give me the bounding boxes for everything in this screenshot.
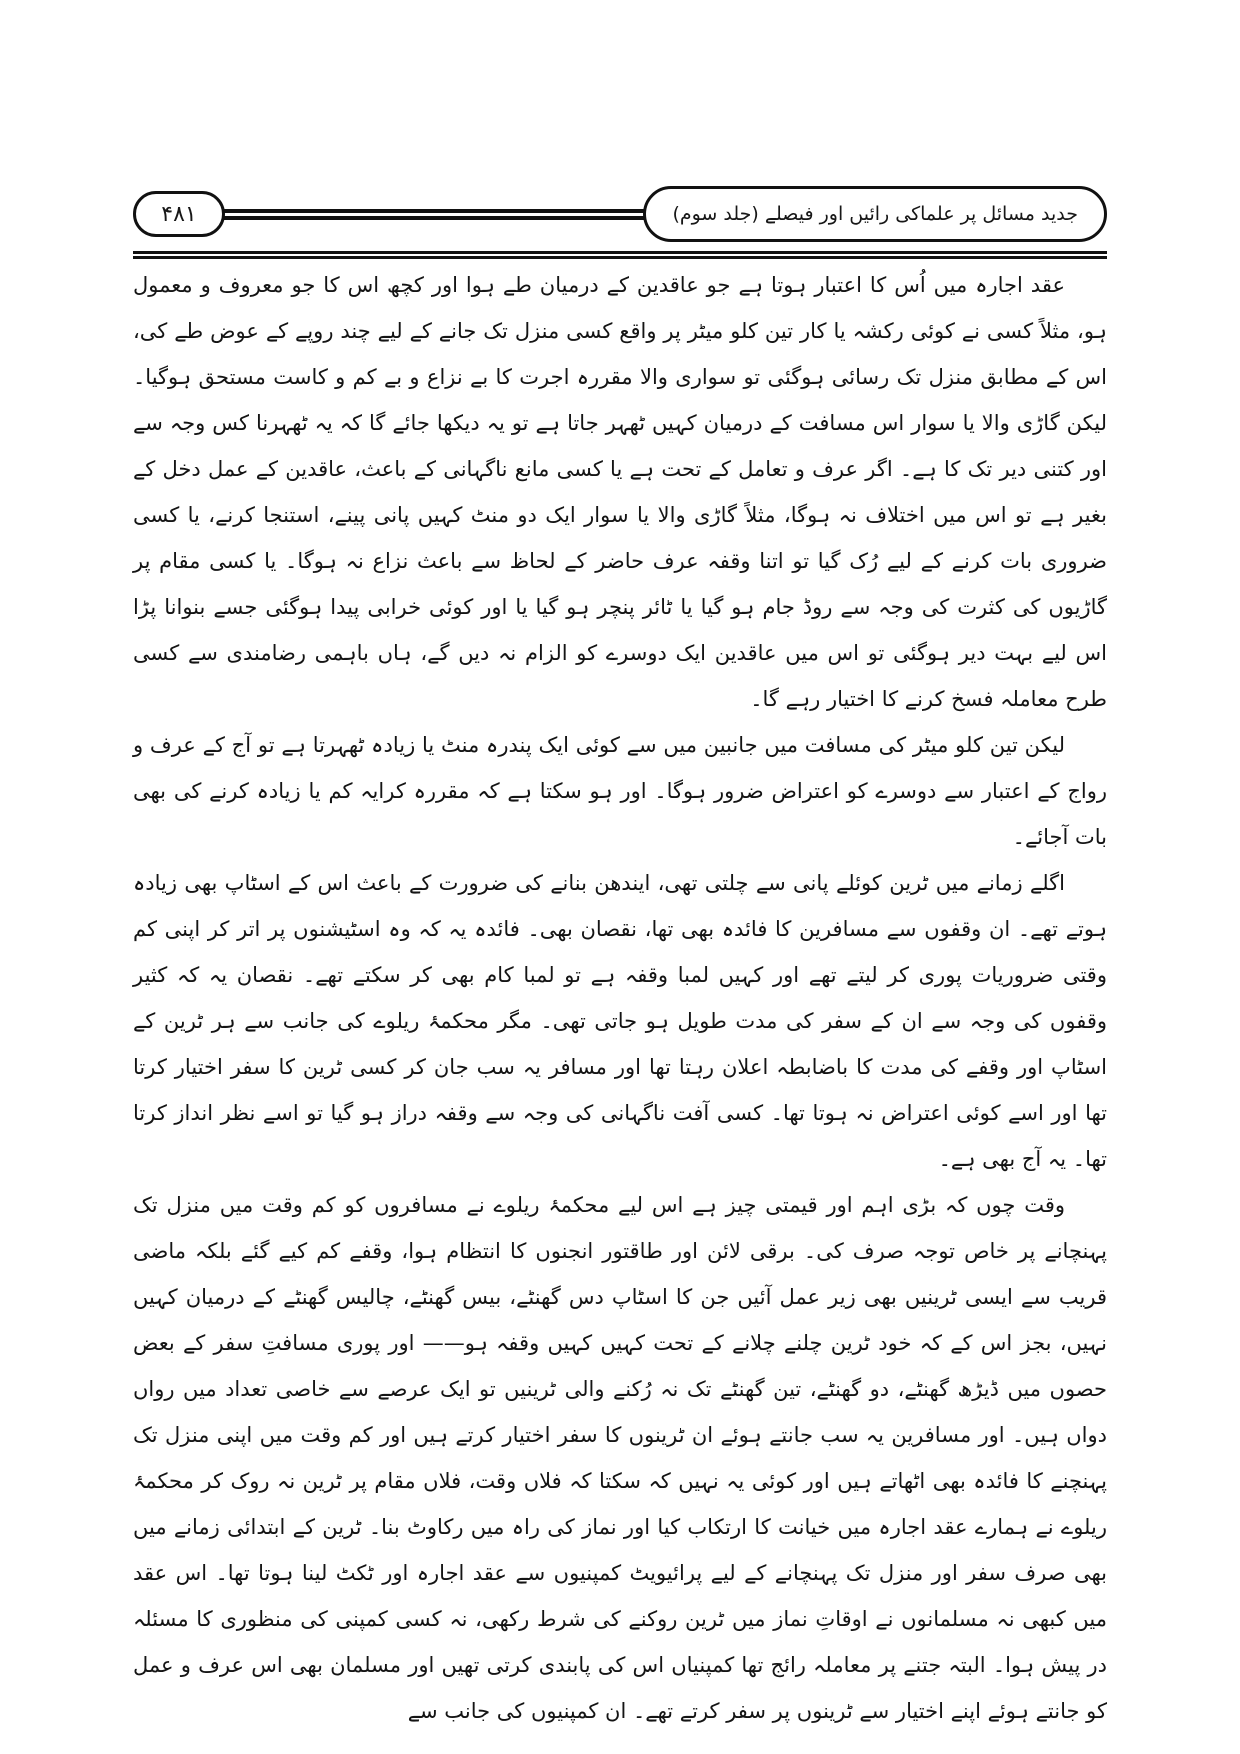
- page-body-text: [133, 262, 1107, 1734]
- page-number: ۴۸۱: [161, 201, 197, 227]
- header-row: [133, 186, 1107, 242]
- body-paragraph: اگلے زمانے میں ٹرین کوئلے پانی سے چلتی تھی، ایندھن بنانے کی ضرورت کے باعث اس کے اسٹاپ بھی زیادہ ہوتے تھے۔ ان وقفوں سے مسافرین کا فائدہ بھی تھا، نقصان بھی۔ فائدہ یہ کہ وہ اسٹیشنوں پر اتر کر اپنی کم وقتی ضروریات پوری کر لیتے تھے اور کہیں لمبا وقفہ ہے تو لمبا کام بھی کر سکتے تھے۔ نقصان یہ کہ کثیر وقفوں کی وجہ سے ان کے سفر کی مدت طویل ہو جاتی تھی۔ مگر محکمۂ ریلوے کی جانب سے ہر ٹرین کے اسٹاپ اور وقفے کی مدت کا باضابطہ اعلان رہتا تھا اور مسافر یہ سب جان کر کسی ٹرین کا سفر اختیار کرتا تھا اور اسے کوئی اعتراض نہ ہوتا تھا۔ کسی آفت ناگہانی کی وجہ سے وقفہ دراز ہو گیا تو اسے نظر انداز کرتا تھا۔ یہ آج بھی ہے۔: [133, 871, 1107, 1171]
- body-paragraph: لیکن تین کلو میٹر کی مسافت میں جانبین میں سے کوئی ایک پندرہ منٹ یا زیادہ ٹھہرتا ہے تو آج کے عرف و رواج کے اعتبار سے دوسرے کو اعتراض ضرور ہوگا۔ اور ہو سکتا ہے کہ مقررہ کرایہ کم یا زیادہ کرنے کی بھی بات آجائے۔: [133, 733, 1107, 849]
- body-paragraph: وقت چوں کہ بڑی اہم اور قیمتی چیز ہے اس لیے محکمۂ ریلوے نے مسافروں کو کم وقت میں منزل تک پہنچانے پر خاص توجہ صرف کی۔ برقی لائن اور طاقتور انجنوں کا انتظام ہوا، وقفے کم کیے گئے بلکہ ماضی قریب سے ایسی ٹرینیں بھی زیر عمل آئیں جن کا اسٹاپ دس گھنٹے، بیس گھنٹے، چالیس گھنٹے کے درمیان کہیں نہیں، بجز اس کے کہ خود ٹرین چلنے چلانے کے تحت کہیں کہیں وقفہ ہو—— اور پوری مسافتِ سفر کے بعض حصوں میں ڈیڑھ گھنٹے، دو گھنٹے، تین گھنٹے تک نہ رُکنے والی ٹرینیں تو ایک عرصے سے خاصی تعداد میں رواں دواں ہیں۔ اور مسافرین یہ سب جانتے ہوئے ان ٹرینوں کا سفر اختیار کرتے ہیں اور کم وقت میں اپنی منزل تک پہنچنے کا فائدہ بھی اٹھاتے ہیں اور کوئی یہ نہیں کہ سکتا کہ فلاں وقت، فلاں مقام پر ٹرین نہ روک کر محکمۂ ریلوے نے ہمارے عقد اجارہ میں خیانت کا ارتکاب کیا اور نماز کی راہ میں رکاوٹ بنا۔ ٹرین کے ابتدائی زمانے میں بھی صرف سفر اور منزل تک پہنچانے کے لیے پرائیویٹ کمپنیوں سے عقد اجارہ اور ٹکٹ لینا ہوتا تھا۔ اس عقد میں کبھی نہ مسلمانوں نے اوقاتِ نماز میں ٹرین روکنے کی شرط رکھی، نہ کسی کمپنی کی منظوری کا مسئلہ در پیش ہوا۔ البتہ جتنے پر معاملہ رائج تھا کمپنیاں اس کی پابندی کرتی تھیں اور مسلمان بھی اس عرف و عمل کو جانتے ہوئے اپنے اختیار سے ٹرینوں پر سفر کرتے تھے۔ ان کمپنیوں کی جانب سے: [133, 1193, 1107, 1723]
- book-title: جدید مسائل پر علماکی رائیں اور فیصلے (جلد سوم): [672, 203, 1078, 225]
- header-connector-rule: [221, 209, 647, 220]
- page-number-badge: [133, 191, 225, 237]
- header-divider-rule: [133, 251, 1107, 259]
- body-paragraph: عقد اجارہ میں اُس کا اعتبار ہوتا ہے جو عاقدین کے درمیان طے ہوا اور کچھ اس کا جو معروف و معمول ہو، مثلاً کسی نے کوئی رکشہ یا کار تین کلو میٹر پر واقع کسی منزل تک جانے کے لیے چند روپے کے عوض طے کی، اس کے مطابق منزل تک رسائی ہوگئی تو سواری والا مقررہ اجرت کا بے نزاع و بے کم و کاست مستحق ہوگیا۔ لیکن گاڑی والا یا سوار اس مسافت کے درمیان کہیں ٹھہر جاتا ہے تو یہ دیکھا جائے گا کہ یہ ٹھہرنا کس وجہ سے اور کتنی دیر تک کا ہے۔ اگر عرف و تعامل کے تحت ہے یا کسی مانع ناگہانی کے باعث، عاقدین کے عمل دخل کے بغیر ہے تو اس میں اختلاف نہ ہوگا، مثلاً گاڑی والا یا سوار ایک دو منٹ کہیں پانی پینے، استنجا کرنے، یا کسی ضروری بات کرنے کے لیے رُک گیا تو اتنا وقفہ عرف حاضر کے لحاظ سے باعث نزاع نہ ہوگا۔ یا کسی مقام پر گاڑیوں کی کثرت کی وجہ سے روڈ جام ہو گیا یا ٹائر پنچر ہو گیا یا اور کوئی خرابی پیدا ہوگئی جسے بنوانا پڑا اس لیے بہت دیر ہوگئی تو اس میں عاقدین ایک دوسرے کو الزام نہ دیں گے، ہاں باہمی رضامندی سے کسی طرح معاملہ فسخ کرنے کا اختیار رہے گا۔: [133, 273, 1107, 711]
- book-title-cartouche: [643, 186, 1107, 242]
- page-header: [133, 186, 1107, 259]
